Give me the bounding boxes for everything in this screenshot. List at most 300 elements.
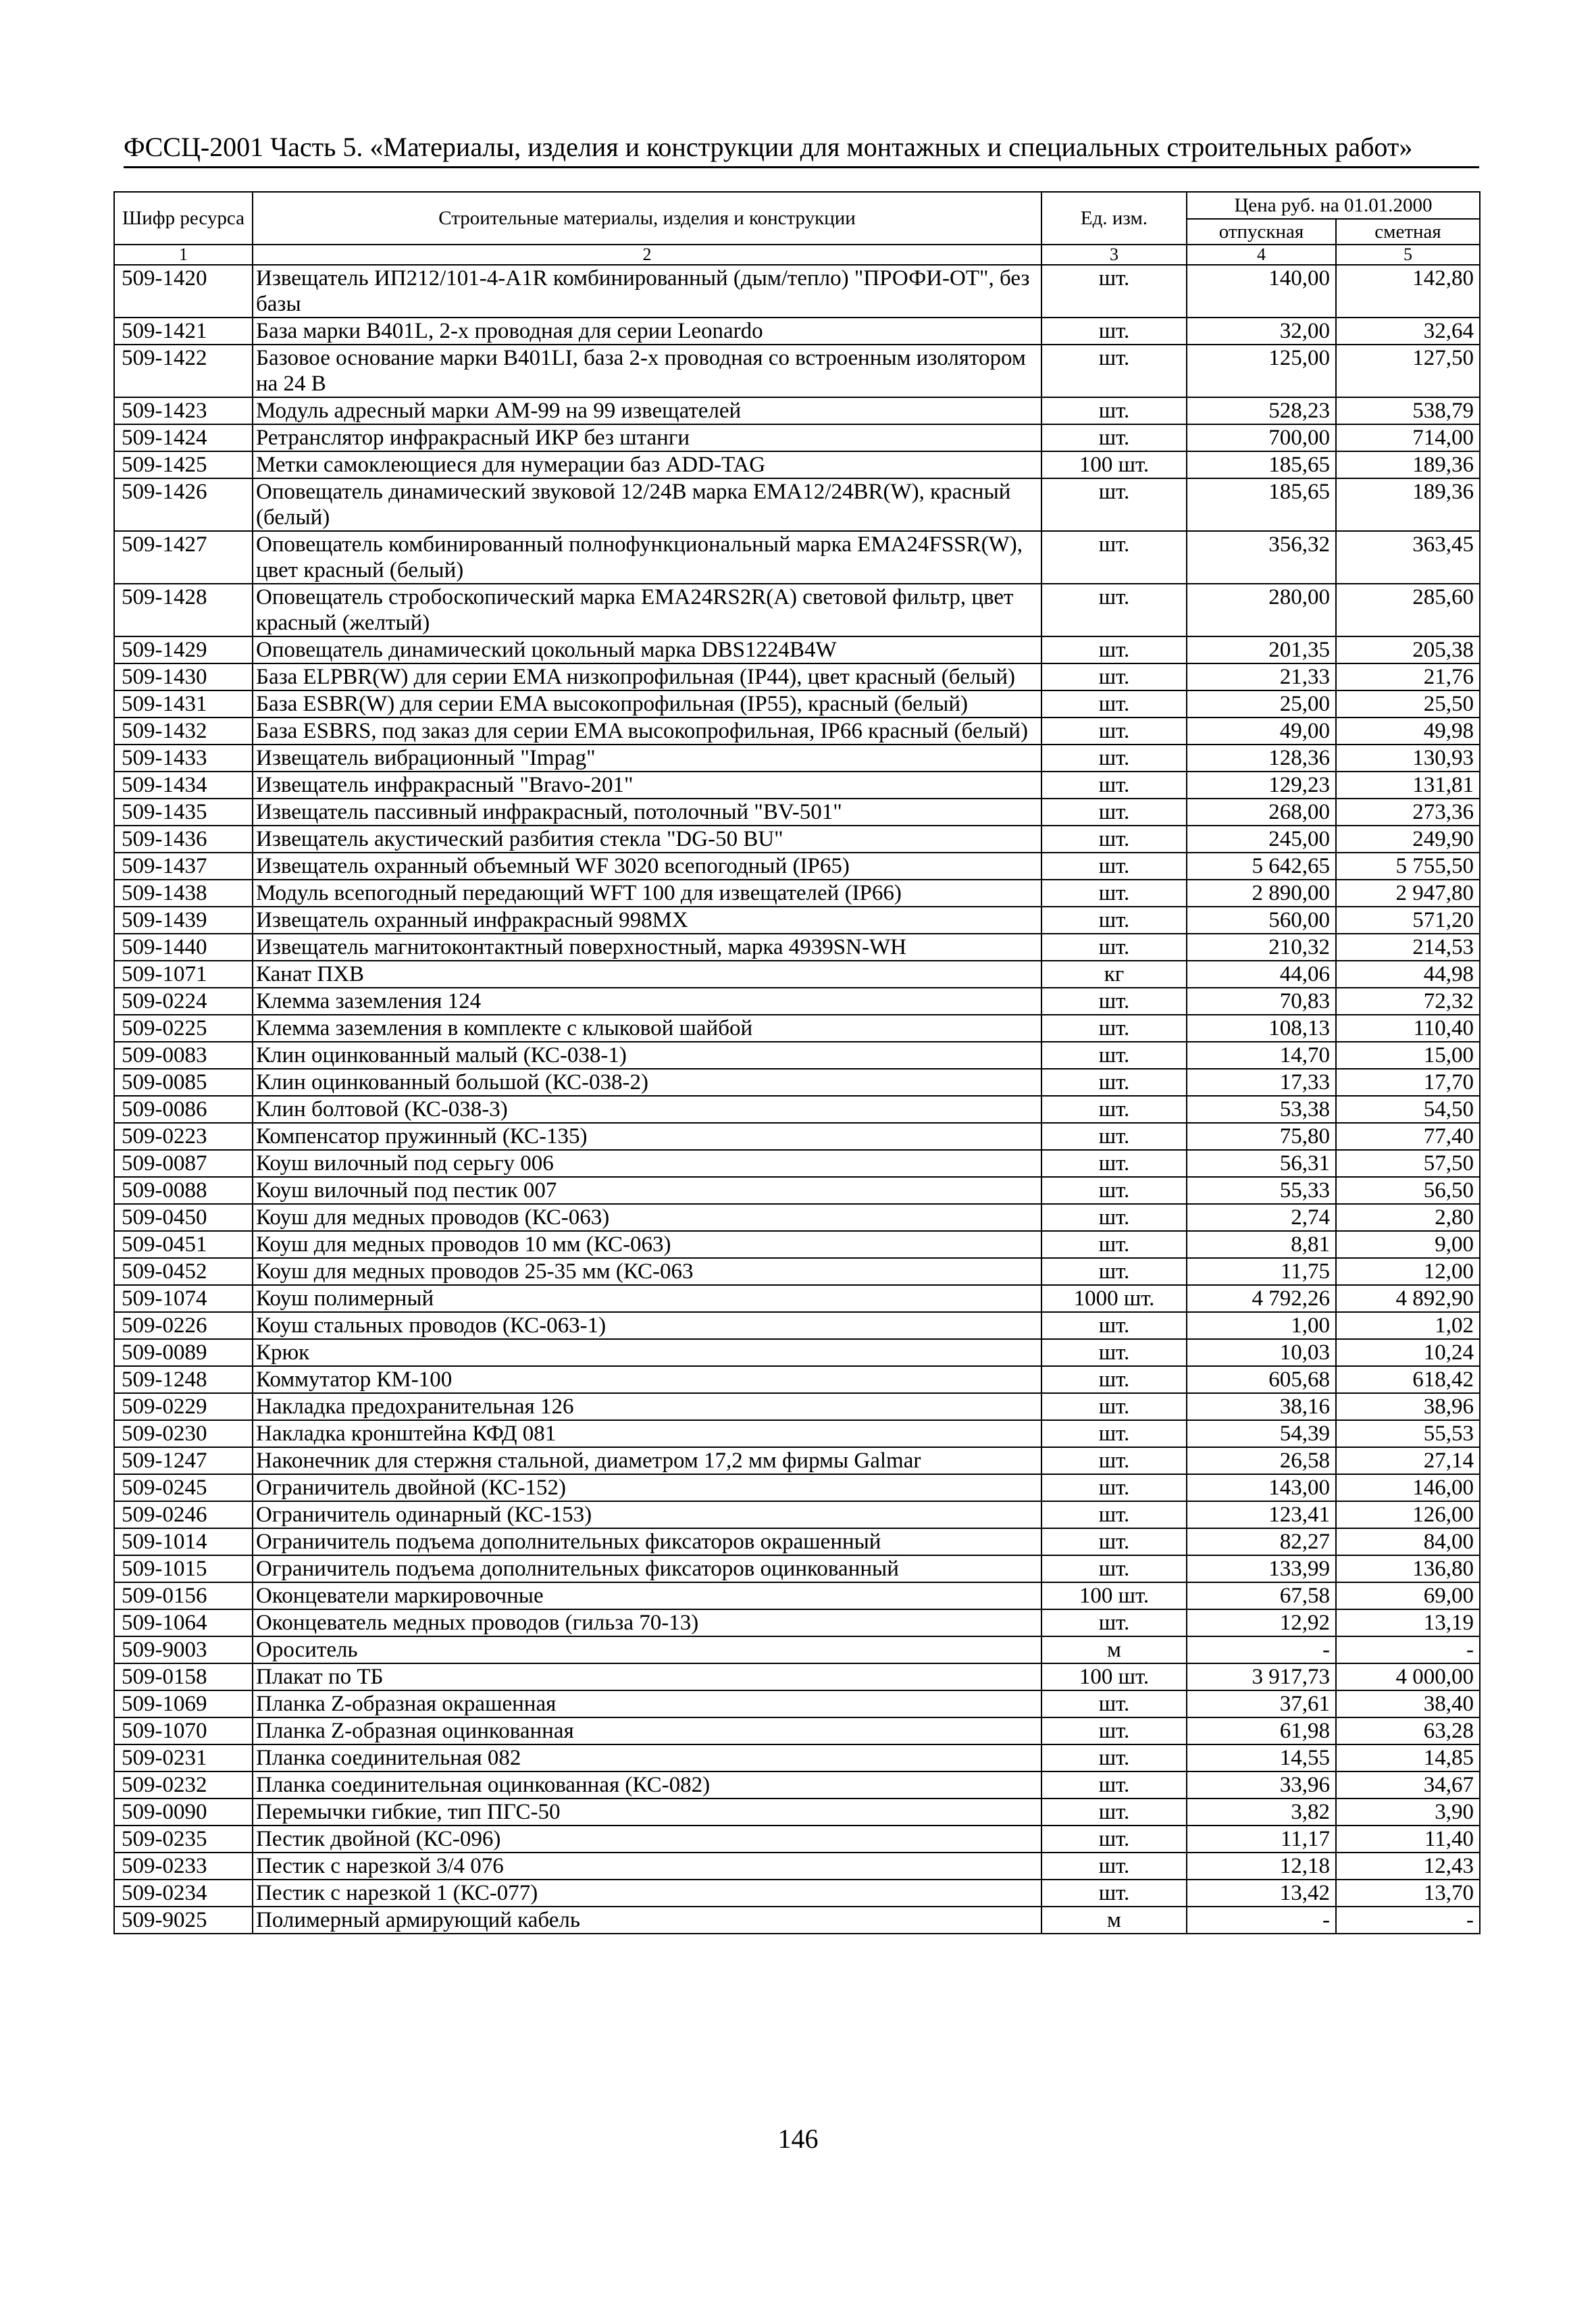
table-row <box>114 1177 1480 1204</box>
cell-estimate-price: 12,43 <box>1336 1853 1480 1880</box>
cell-name: Извещатель магнитоконтактный поверхностный, марка 4939SN-WH <box>253 934 1041 961</box>
cell-name: Ограничитель одинарный (КС-153) <box>253 1501 1041 1528</box>
cell-release-price: 13,42 <box>1187 1880 1336 1907</box>
table-row <box>114 478 1480 531</box>
cell-unit: шт. <box>1041 663 1187 690</box>
cell-code: 509-1421 <box>114 318 253 345</box>
cell-estimate-price: 9,00 <box>1336 1231 1480 1258</box>
table-row <box>114 1285 1480 1312</box>
cell-estimate-price: 285,60 <box>1336 584 1480 636</box>
cell-estimate-price: 130,93 <box>1336 745 1480 772</box>
header-estimate-price: сметная <box>1336 219 1480 245</box>
cell-release-price: 280,00 <box>1187 584 1336 636</box>
cell-estimate-price: 69,00 <box>1336 1582 1480 1609</box>
cell-name: Планка соединительная 082 <box>253 1744 1041 1771</box>
cell-unit: шт. <box>1041 880 1187 907</box>
cell-release-price: 56,31 <box>1187 1150 1336 1177</box>
cell-code: 509-1425 <box>114 451 253 478</box>
cell-release-price: 61,98 <box>1187 1717 1336 1744</box>
table-row <box>114 1096 1480 1123</box>
cell-unit: шт. <box>1041 1366 1187 1393</box>
cell-unit: шт. <box>1041 478 1187 531</box>
table-row <box>114 1042 1480 1069</box>
cell-unit: шт. <box>1041 1447 1187 1474</box>
cell-code: 509-0089 <box>114 1339 253 1366</box>
cell-unit: шт. <box>1041 1069 1187 1096</box>
cell-estimate-price: 714,00 <box>1336 424 1480 451</box>
cell-unit: шт. <box>1041 745 1187 772</box>
table-row <box>114 1231 1480 1258</box>
table-row <box>114 1015 1480 1042</box>
table-row <box>114 1447 1480 1474</box>
cell-release-price: 2,74 <box>1187 1204 1336 1231</box>
cell-release-price: 1,00 <box>1187 1312 1336 1339</box>
cell-code: 509-9003 <box>114 1636 253 1663</box>
table-row <box>114 451 1480 478</box>
cell-unit: 100 шт. <box>1041 1582 1187 1609</box>
cell-unit: м <box>1041 1636 1187 1663</box>
cell-estimate-price: 146,00 <box>1336 1474 1480 1501</box>
cell-release-price: 3 917,73 <box>1187 1663 1336 1690</box>
table-row <box>114 907 1480 934</box>
cell-unit: кг <box>1041 961 1187 988</box>
cell-name: Накладка кронштейна КФД 081 <box>253 1420 1041 1447</box>
cell-name: Коуш полимерный <box>253 1285 1041 1312</box>
cell-code: 509-1423 <box>114 397 253 424</box>
cell-release-price: 185,65 <box>1187 478 1336 531</box>
cell-estimate-price: 57,50 <box>1336 1150 1480 1177</box>
table-row <box>114 345 1480 397</box>
header-rule <box>124 166 1479 168</box>
cell-estimate-price: 249,90 <box>1336 826 1480 853</box>
cell-estimate-price: 17,70 <box>1336 1069 1480 1096</box>
cell-unit: шт. <box>1041 1123 1187 1150</box>
cell-estimate-price: 273,36 <box>1336 799 1480 826</box>
cell-release-price: 560,00 <box>1187 907 1336 934</box>
cell-estimate-price: 14,85 <box>1336 1744 1480 1771</box>
table-row <box>114 853 1480 880</box>
header-release-price: отпускная <box>1187 219 1336 245</box>
cell-estimate-price: 25,50 <box>1336 690 1480 718</box>
table-row <box>114 1636 1480 1663</box>
cell-release-price: 12,18 <box>1187 1853 1336 1880</box>
cell-code: 509-1074 <box>114 1285 253 1312</box>
cell-code: 509-1014 <box>114 1528 253 1555</box>
column-number-1: 1 <box>114 245 253 265</box>
table-row <box>114 584 1480 636</box>
cell-estimate-price: 55,53 <box>1336 1420 1480 1447</box>
cell-code: 509-0246 <box>114 1501 253 1528</box>
cell-unit: шт. <box>1041 1799 1187 1826</box>
cell-name: База ESBR(W) для серии EMA высокопрофильная (IP55), красный (белый) <box>253 690 1041 718</box>
cell-name: Коуш для медных проводов (КС-063) <box>253 1204 1041 1231</box>
table-row <box>114 1258 1480 1285</box>
cell-release-price: 25,00 <box>1187 690 1336 718</box>
cell-estimate-price: - <box>1336 1636 1480 1663</box>
table-row <box>114 988 1480 1015</box>
cell-estimate-price: 2 947,80 <box>1336 880 1480 907</box>
cell-estimate-price: 38,40 <box>1336 1690 1480 1717</box>
header-code: Шифр ресурса <box>114 192 253 245</box>
table-row <box>114 1826 1480 1853</box>
cell-release-price: 38,16 <box>1187 1393 1336 1420</box>
cell-name: Пестик с нарезкой 1 (КС-077) <box>253 1880 1041 1907</box>
cell-code: 509-0230 <box>114 1420 253 1447</box>
table-header <box>114 192 1480 265</box>
cell-name: Пестик двойной (КС-096) <box>253 1826 1041 1853</box>
cell-release-price: 82,27 <box>1187 1528 1336 1555</box>
cell-estimate-price: 49,98 <box>1336 718 1480 745</box>
cell-unit: шт. <box>1041 1231 1187 1258</box>
cell-name: Пестик с нарезкой 3/4 076 <box>253 1853 1041 1880</box>
cell-estimate-price: 131,81 <box>1336 772 1480 799</box>
cell-name: Коуш вилочный под серьгу 006 <box>253 1150 1041 1177</box>
cell-unit: шт. <box>1041 1015 1187 1042</box>
cell-estimate-price: 11,40 <box>1336 1826 1480 1853</box>
cell-code: 509-1438 <box>114 880 253 907</box>
table-row <box>114 1907 1480 1934</box>
cell-code: 509-1433 <box>114 745 253 772</box>
table-row <box>114 1663 1480 1690</box>
cell-estimate-price: 538,79 <box>1336 397 1480 424</box>
cell-estimate-price: 363,45 <box>1336 531 1480 584</box>
cell-estimate-price: 15,00 <box>1336 1042 1480 1069</box>
cell-estimate-price: 2,80 <box>1336 1204 1480 1231</box>
column-number-2: 2 <box>253 245 1041 265</box>
cell-name: Клин оцинкованный малый (КС-038-1) <box>253 1042 1041 1069</box>
price-table <box>113 191 1481 1934</box>
cell-release-price: 70,83 <box>1187 988 1336 1015</box>
cell-estimate-price: 4 892,90 <box>1336 1285 1480 1312</box>
column-number-5: 5 <box>1336 245 1480 265</box>
cell-code: 509-1435 <box>114 799 253 826</box>
cell-estimate-price: 126,00 <box>1336 1501 1480 1528</box>
table-row <box>114 1555 1480 1582</box>
cell-release-price: 700,00 <box>1187 424 1336 451</box>
cell-name: Ороситель <box>253 1636 1041 1663</box>
cell-name: Оповещатель стробоскопический марка EMA24RS2R(A) световой фильтр, цвет красный (желтый) <box>253 584 1041 636</box>
cell-code: 509-1429 <box>114 636 253 663</box>
cell-unit: шт. <box>1041 1096 1187 1123</box>
cell-unit: шт. <box>1041 531 1187 584</box>
cell-code: 509-0232 <box>114 1771 253 1799</box>
cell-name: Клин болтовой (КС-038-3) <box>253 1096 1041 1123</box>
table-row <box>114 1312 1480 1339</box>
cell-estimate-price: 21,76 <box>1336 663 1480 690</box>
cell-name: Клемма заземления в комплекте с клыковой шайбой <box>253 1015 1041 1042</box>
table-row <box>114 1420 1480 1447</box>
cell-unit: шт. <box>1041 1853 1187 1880</box>
cell-code: 509-1434 <box>114 772 253 799</box>
cell-estimate-price: 4 000,00 <box>1336 1663 1480 1690</box>
cell-unit: шт. <box>1041 584 1187 636</box>
cell-release-price: 54,39 <box>1187 1420 1336 1447</box>
table-row <box>114 690 1480 718</box>
cell-estimate-price: 618,42 <box>1336 1366 1480 1393</box>
cell-code: 509-0223 <box>114 1123 253 1150</box>
cell-name: Оповещатель комбинированный полнофункциональный марка EMA24FSSR(W), цвет красный (белый) <box>253 531 1041 584</box>
cell-name: Оповещатель динамический цокольный марка DBS1224B4W <box>253 636 1041 663</box>
cell-name: Извещатель ИП212/101-4-A1R комбинированный (дым/тепло) "ПРОФИ-ОТ", без базы <box>253 265 1041 318</box>
cell-release-price: 67,58 <box>1187 1582 1336 1609</box>
cell-name: Метки самоклеющиеся для нумерации баз ADD-TAG <box>253 451 1041 478</box>
cell-code: 509-0234 <box>114 1880 253 1907</box>
header-name: Строительные материалы, изделия и конструкции <box>253 192 1041 245</box>
cell-unit: шт. <box>1041 424 1187 451</box>
table-row <box>114 745 1480 772</box>
table-row <box>114 1069 1480 1096</box>
cell-code: 509-0158 <box>114 1663 253 1690</box>
cell-unit: шт. <box>1041 1204 1187 1231</box>
table-row <box>114 1880 1480 1907</box>
cell-release-price: - <box>1187 1636 1336 1663</box>
cell-release-price: 17,33 <box>1187 1069 1336 1096</box>
cell-release-price: 128,36 <box>1187 745 1336 772</box>
table-row <box>114 1799 1480 1826</box>
cell-unit: шт. <box>1041 1501 1187 1528</box>
cell-release-price: 210,32 <box>1187 934 1336 961</box>
header-unit: Ед. изм. <box>1041 192 1187 245</box>
cell-code: 509-0452 <box>114 1258 253 1285</box>
cell-code: 509-0086 <box>114 1096 253 1123</box>
cell-code: 509-1427 <box>114 531 253 584</box>
cell-estimate-price: 13,19 <box>1336 1609 1480 1636</box>
cell-code: 509-1439 <box>114 907 253 934</box>
cell-code: 509-0450 <box>114 1204 253 1231</box>
cell-release-price: 123,41 <box>1187 1501 1336 1528</box>
cell-release-price: 11,75 <box>1187 1258 1336 1285</box>
cell-name: База марки B401L, 2-х проводная для серии Leonardo <box>253 318 1041 345</box>
cell-name: Модуль адресный марки АМ-99 на 99 извещателей <box>253 397 1041 424</box>
cell-release-price: 33,96 <box>1187 1771 1336 1799</box>
cell-release-price: 8,81 <box>1187 1231 1336 1258</box>
cell-name: Извещатель охранный объемный WF 3020 всепогодный (IP65) <box>253 853 1041 880</box>
cell-estimate-price: 84,00 <box>1336 1528 1480 1555</box>
cell-code: 509-1436 <box>114 826 253 853</box>
table-row <box>114 1366 1480 1393</box>
cell-unit: шт. <box>1041 1393 1187 1420</box>
column-number-4: 4 <box>1187 245 1336 265</box>
table-row <box>114 961 1480 988</box>
cell-name: Ретранслятор инфракрасный ИКР без штанги <box>253 424 1041 451</box>
table-body <box>114 265 1480 1934</box>
cell-code: 509-1070 <box>114 1717 253 1744</box>
cell-code: 509-0090 <box>114 1799 253 1826</box>
table-row <box>114 880 1480 907</box>
cell-estimate-price: 127,50 <box>1336 345 1480 397</box>
table-row <box>114 1609 1480 1636</box>
cell-release-price: 21,33 <box>1187 663 1336 690</box>
cell-code: 509-9025 <box>114 1907 253 1934</box>
cell-code: 509-0233 <box>114 1853 253 1880</box>
cell-unit: шт. <box>1041 1474 1187 1501</box>
table-row <box>114 1474 1480 1501</box>
table-row <box>114 1150 1480 1177</box>
cell-unit: 100 шт. <box>1041 1663 1187 1690</box>
cell-release-price: 133,99 <box>1187 1555 1336 1582</box>
cell-release-price: 3,82 <box>1187 1799 1336 1826</box>
cell-name: Компенсатор пружинный (КС-135) <box>253 1123 1041 1150</box>
cell-unit: 100 шт. <box>1041 451 1187 478</box>
cell-unit: шт. <box>1041 1312 1187 1339</box>
cell-unit: шт. <box>1041 318 1187 345</box>
cell-unit: м <box>1041 1907 1187 1934</box>
cell-release-price: 12,92 <box>1187 1609 1336 1636</box>
table-row <box>114 1204 1480 1231</box>
table-row <box>114 718 1480 745</box>
cell-unit: шт. <box>1041 1717 1187 1744</box>
table-row <box>114 1853 1480 1880</box>
cell-estimate-price: 63,28 <box>1336 1717 1480 1744</box>
cell-code: 509-1437 <box>114 853 253 880</box>
cell-name: Извещатель вибрационный "Impag" <box>253 745 1041 772</box>
cell-code: 509-0231 <box>114 1744 253 1771</box>
cell-estimate-price: 56,50 <box>1336 1177 1480 1204</box>
cell-unit: шт. <box>1041 1150 1187 1177</box>
page-header: ФССЦ-2001 Часть 5. «Материалы, изделия и конструкции для монтажных и специальных строительных работ» <box>124 132 1413 162</box>
cell-unit: шт. <box>1041 1744 1187 1771</box>
cell-unit: шт. <box>1041 934 1187 961</box>
table-row <box>114 1123 1480 1150</box>
table-row <box>114 265 1480 318</box>
cell-estimate-price: - <box>1336 1907 1480 1934</box>
cell-release-price: - <box>1187 1907 1336 1934</box>
cell-code: 509-1248 <box>114 1366 253 1393</box>
cell-estimate-price: 5 755,50 <box>1336 853 1480 880</box>
cell-code: 509-1069 <box>114 1690 253 1717</box>
cell-code: 509-0088 <box>114 1177 253 1204</box>
cell-unit: шт. <box>1041 397 1187 424</box>
cell-code: 509-1440 <box>114 934 253 961</box>
cell-estimate-price: 3,90 <box>1336 1799 1480 1826</box>
table-row <box>114 799 1480 826</box>
cell-name: Перемычки гибкие, тип ПГС-50 <box>253 1799 1041 1826</box>
cell-estimate-price: 571,20 <box>1336 907 1480 934</box>
cell-name: База ESBRS, под заказ для серии EMA высокопрофильная, IP66 красный (белый) <box>253 718 1041 745</box>
cell-code: 509-0156 <box>114 1582 253 1609</box>
cell-estimate-price: 34,67 <box>1336 1771 1480 1799</box>
cell-estimate-price: 214,53 <box>1336 934 1480 961</box>
table-row <box>114 531 1480 584</box>
cell-release-price: 11,17 <box>1187 1826 1336 1853</box>
table-row <box>114 1582 1480 1609</box>
cell-release-price: 14,55 <box>1187 1744 1336 1771</box>
table-row <box>114 1717 1480 1744</box>
cell-unit: шт. <box>1041 265 1187 318</box>
cell-unit: шт. <box>1041 907 1187 934</box>
cell-estimate-price: 13,70 <box>1336 1880 1480 1907</box>
table-row <box>114 1501 1480 1528</box>
cell-unit: шт. <box>1041 1528 1187 1555</box>
cell-name: Ограничитель двойной (КС-152) <box>253 1474 1041 1501</box>
cell-name: Оконцеватели маркировочные <box>253 1582 1041 1609</box>
cell-unit: шт. <box>1041 718 1187 745</box>
cell-code: 509-0229 <box>114 1393 253 1420</box>
cell-name: Коуш для медных проводов 10 мм (КС-063) <box>253 1231 1041 1258</box>
cell-release-price: 49,00 <box>1187 718 1336 745</box>
cell-name: Извещатель акустический разбития стекла "DG-50 BU" <box>253 826 1041 853</box>
cell-release-price: 55,33 <box>1187 1177 1336 1204</box>
cell-name: Канат ПХВ <box>253 961 1041 988</box>
cell-unit: шт. <box>1041 1042 1187 1069</box>
cell-release-price: 129,23 <box>1187 772 1336 799</box>
cell-release-price: 14,70 <box>1187 1042 1336 1069</box>
cell-unit: шт. <box>1041 799 1187 826</box>
cell-unit: шт. <box>1041 1880 1187 1907</box>
cell-name: Коуш для медных проводов 25-35 мм (КС-063 <box>253 1258 1041 1285</box>
cell-code: 509-0245 <box>114 1474 253 1501</box>
cell-release-price: 140,00 <box>1187 265 1336 318</box>
cell-name: Клин оцинкованный большой (КС-038-2) <box>253 1069 1041 1096</box>
cell-code: 509-1430 <box>114 663 253 690</box>
cell-release-price: 605,68 <box>1187 1366 1336 1393</box>
cell-estimate-price: 38,96 <box>1336 1393 1480 1420</box>
cell-name: Извещатель пассивный инфракрасный, потолочный "BV-501" <box>253 799 1041 826</box>
cell-unit: шт. <box>1041 1339 1187 1366</box>
column-number-3: 3 <box>1041 245 1187 265</box>
table-row <box>114 318 1480 345</box>
cell-unit: шт. <box>1041 853 1187 880</box>
cell-name: Накладка предохранительная 126 <box>253 1393 1041 1420</box>
cell-estimate-price: 72,32 <box>1336 988 1480 1015</box>
cell-unit: шт. <box>1041 636 1187 663</box>
cell-name: Полимерный армирующий кабель <box>253 1907 1041 1934</box>
cell-release-price: 268,00 <box>1187 799 1336 826</box>
cell-name: Клемма заземления 124 <box>253 988 1041 1015</box>
table-row <box>114 636 1480 663</box>
cell-name: Планка Z-образная оцинкованная <box>253 1717 1041 1744</box>
cell-release-price: 108,13 <box>1187 1015 1336 1042</box>
cell-release-price: 37,61 <box>1187 1690 1336 1717</box>
cell-release-price: 4 792,26 <box>1187 1285 1336 1312</box>
cell-code: 509-1247 <box>114 1447 253 1474</box>
cell-release-price: 10,03 <box>1187 1339 1336 1366</box>
cell-release-price: 201,35 <box>1187 636 1336 663</box>
cell-unit: шт. <box>1041 1258 1187 1285</box>
cell-name: Наконечник для стержня стальной, диаметром 17,2 мм фирмы Galmar <box>253 1447 1041 1474</box>
cell-estimate-price: 189,36 <box>1336 451 1480 478</box>
cell-code: 509-1428 <box>114 584 253 636</box>
table-row <box>114 1528 1480 1555</box>
cell-code: 509-1422 <box>114 345 253 397</box>
cell-estimate-price: 44,98 <box>1336 961 1480 988</box>
cell-name: Коуш стальных проводов (КС-063-1) <box>253 1312 1041 1339</box>
cell-code: 509-1064 <box>114 1609 253 1636</box>
table-row <box>114 663 1480 690</box>
cell-release-price: 44,06 <box>1187 961 1336 988</box>
cell-name: Извещатель инфракрасный "Bravo-201" <box>253 772 1041 799</box>
cell-release-price: 185,65 <box>1187 451 1336 478</box>
cell-code: 509-0225 <box>114 1015 253 1042</box>
cell-code: 509-1426 <box>114 478 253 531</box>
table-row <box>114 1339 1480 1366</box>
table-row <box>114 826 1480 853</box>
cell-release-price: 125,00 <box>1187 345 1336 397</box>
cell-code: 509-1424 <box>114 424 253 451</box>
cell-code: 509-1431 <box>114 690 253 718</box>
cell-code: 509-0083 <box>114 1042 253 1069</box>
cell-estimate-price: 12,00 <box>1336 1258 1480 1285</box>
cell-release-price: 528,23 <box>1187 397 1336 424</box>
table-row <box>114 397 1480 424</box>
cell-name: Планка соединительная оцинкованная (КС-082) <box>253 1771 1041 1799</box>
cell-unit: шт. <box>1041 1555 1187 1582</box>
cell-estimate-price: 27,14 <box>1336 1447 1480 1474</box>
cell-code: 509-0235 <box>114 1826 253 1853</box>
cell-code: 509-0224 <box>114 988 253 1015</box>
cell-unit: шт. <box>1041 772 1187 799</box>
table-row <box>114 772 1480 799</box>
